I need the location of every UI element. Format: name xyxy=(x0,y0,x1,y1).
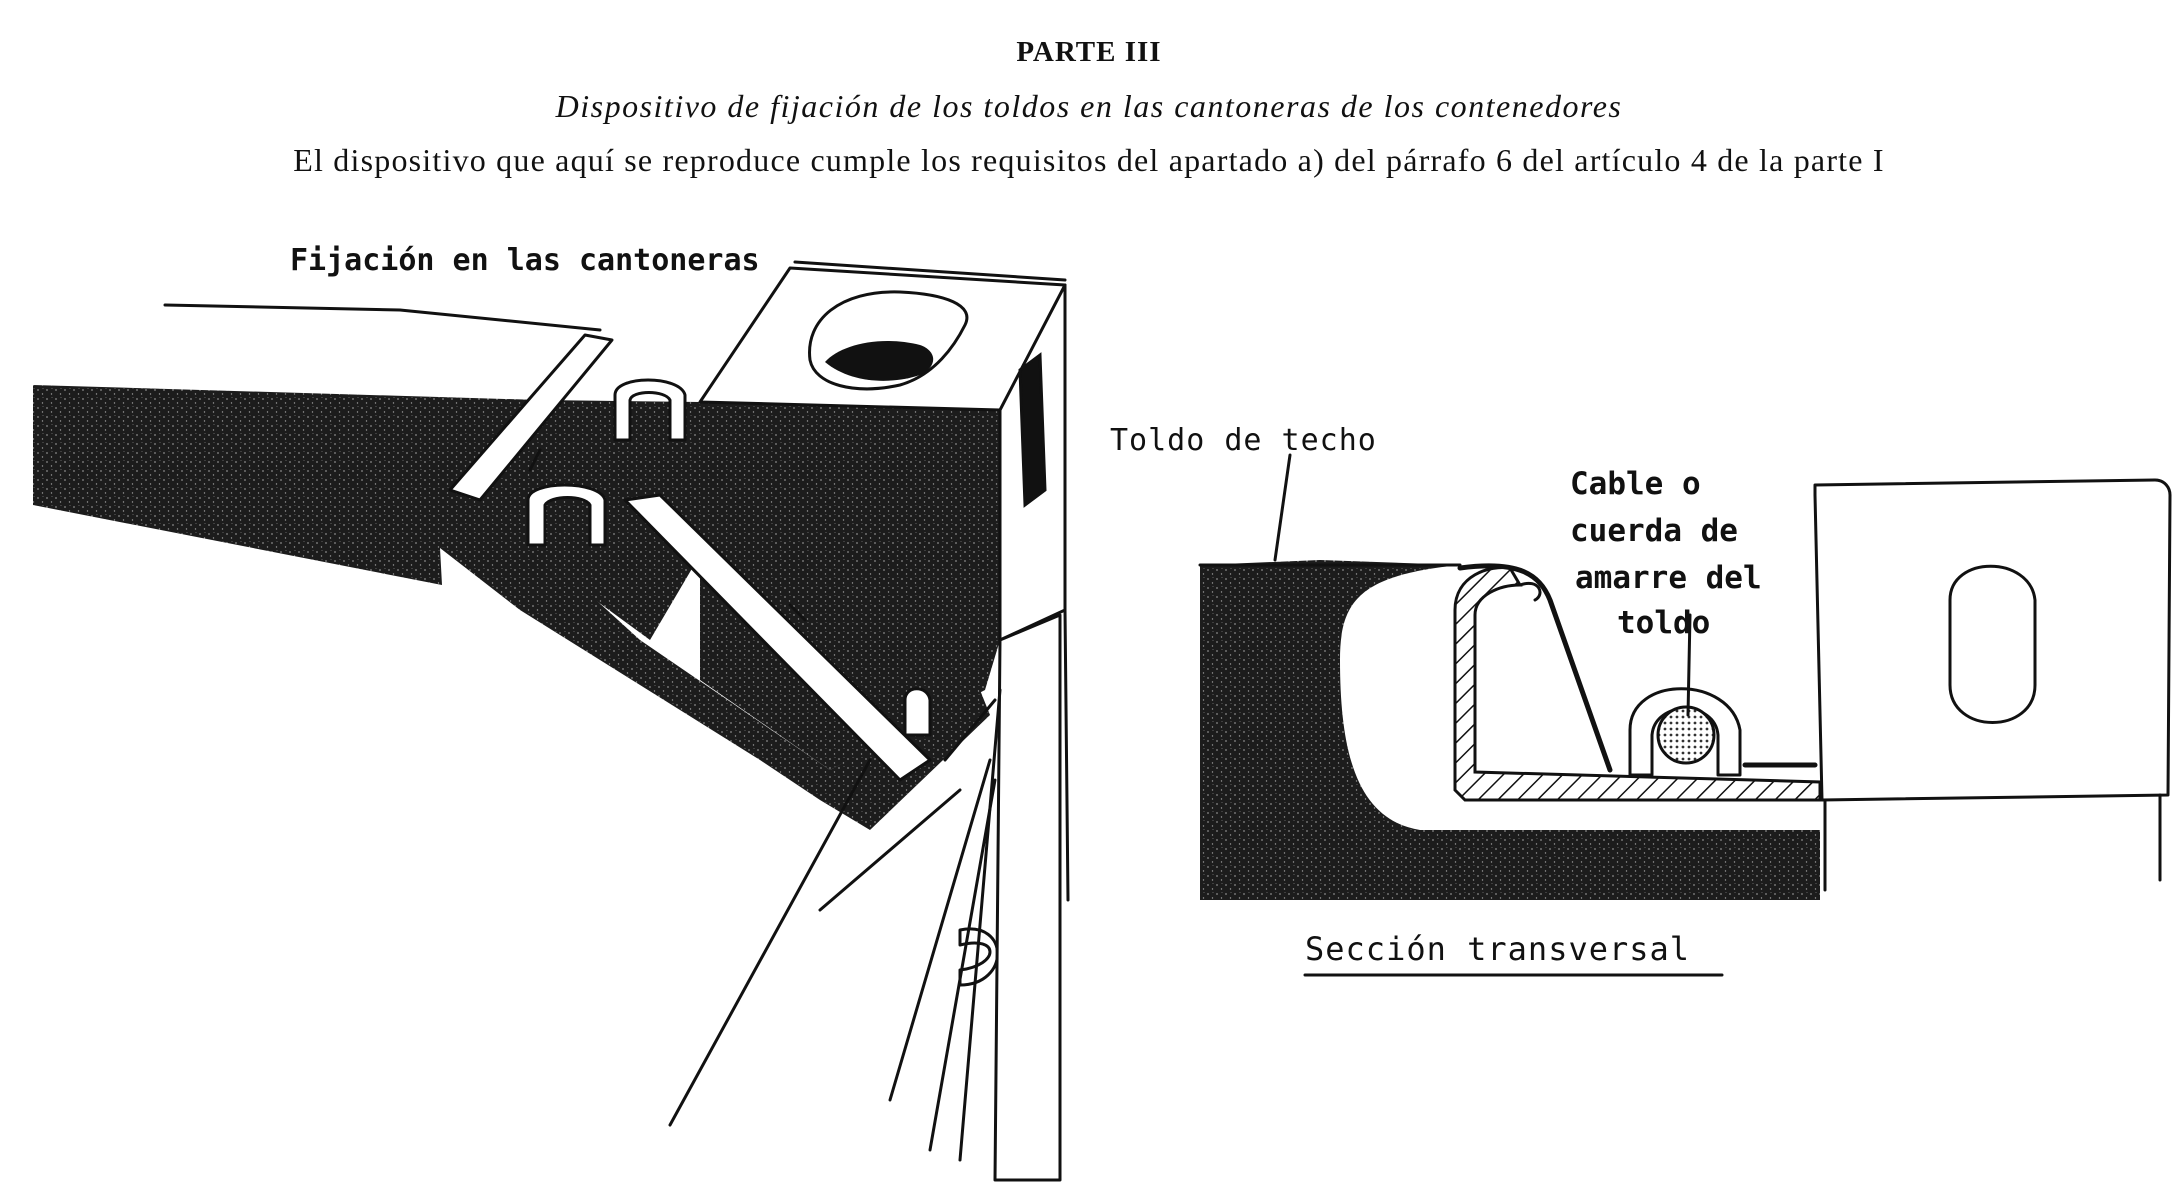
oval-aperture xyxy=(1950,566,2035,722)
roof-edge-line xyxy=(165,305,600,330)
side-aperture xyxy=(1020,355,1045,505)
part-title: PARTE III xyxy=(1016,36,1162,68)
compliance-statement: El dispositivo que aquí se reproduce cumple los requisitos del apartado a) del párrafo 6 del artículo 4 de la parte I xyxy=(293,142,1885,178)
section-caption: Sección transversal xyxy=(1305,930,1691,968)
left-figure-corner-fitting xyxy=(33,243,1068,1180)
roof-tarp-label: Toldo de techo xyxy=(1110,423,1377,458)
hook-edge xyxy=(905,689,930,735)
cable-label-line-2: cuerda de xyxy=(1570,513,1738,549)
figure-subtitle: Dispositivo de fijación de los toldos en las cantoneras de los contenedores xyxy=(555,88,1623,124)
roof-tarp-leader xyxy=(1275,455,1290,560)
cable-label-line-4: toldo xyxy=(1617,605,1711,641)
cable-label-line-3: amarre del xyxy=(1575,560,1762,596)
corner-post xyxy=(995,615,1060,1180)
left-figure-label: Fijación en las cantoneras xyxy=(290,243,760,278)
lower-rail-1 xyxy=(670,760,870,1125)
right-figure-cross-section xyxy=(1110,423,2170,975)
cable-cross-section xyxy=(1658,707,1714,763)
cable-label-line-1: Cable o xyxy=(1570,466,1701,502)
